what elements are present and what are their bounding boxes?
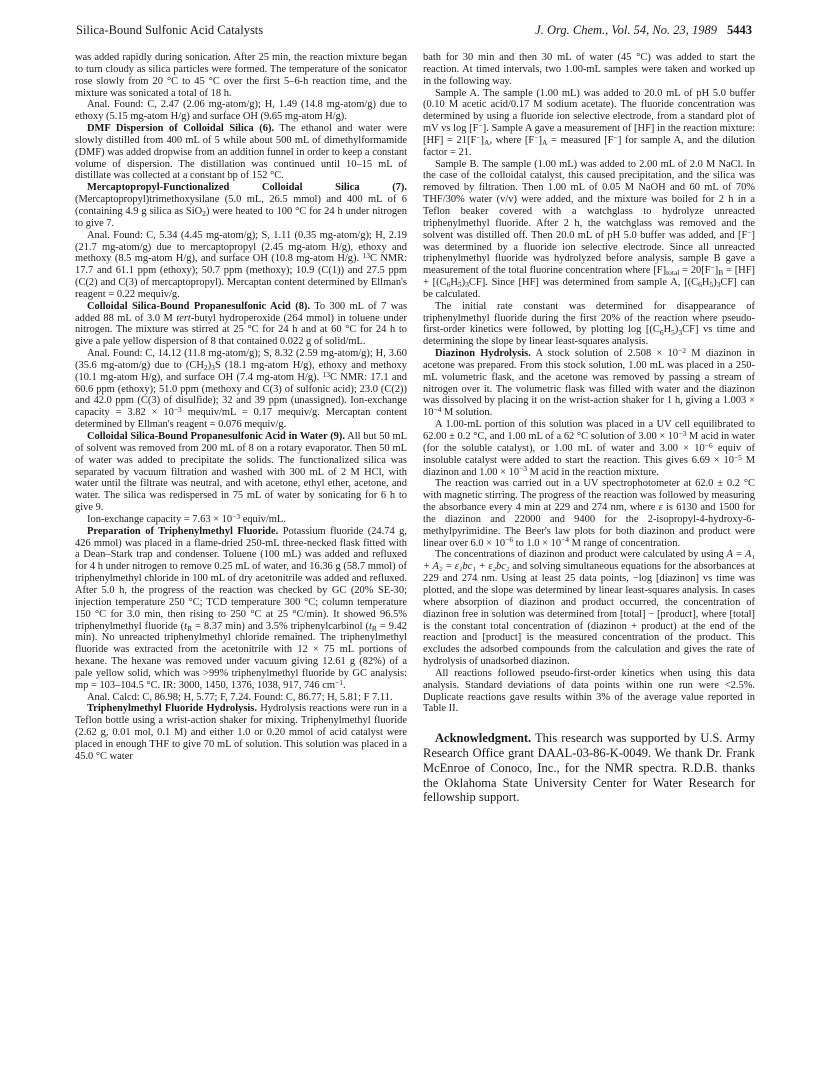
paragraph: Triphenylmethyl Fluoride Hydrolysis. Hydrolysis reactions were run in a Teflon bottle using a wrist-action shaker for mixing. Triphenylmethyl fluoride (2.62 g, 0.01 mol, 0.1 M) and either 1.0 or 0.20 mmol of acid catalyst were placed in enough THF to give 70 mL of solution. This solution was placed in a 45.0 °C water bbox=[75, 703, 407, 762]
running-title: Silica-Bound Sulfonic Acid Catalysts bbox=[76, 23, 264, 37]
paragraph: A 1.00-mL portion of this solution was placed in a UV cell equilibrated to 62.00 ± 0.2 °C, and 1.00 mL of a 62 °C solution of $3.00 \times 10^{-3}$ M acid in water (for the soluble catalyst), or 1.00 mL of water and $3.00 \times 10^{-6}$ equiv of insoluble catalyst were added to start the reaction. This gives $6.69 \times 10^{-5}$ M diazinon and $1.00 \times 10^{-3}$ M acid in the reaction mixture. bbox=[423, 419, 755, 478]
paragraph: The initial rate constant was determined for disappearance of triphenylmethyl fluoride during the first 20% of the reaction where pseudo-first-order kinetics were followed, by plotting $\log [(C_6H_5)_3CF]$ vs time and determining the slope by linear least-squares analysis. bbox=[423, 300, 755, 348]
paragraph: Anal. Found: C, 5.34 (4.45 mg-atom/g); S, 1.11 (0.35 mg-atom/g); H, 2.19 (21.7 mg-atom/g) due to mercaptopropyl (2.45 mg-atom H/g), ethoxy and methoxy (8.5 mg-atom H/g), and surface OH (10.8 mg-atom H/g). $^{13}$C NMR: 17.7 and 61.1 ppm (ethoxy); 50.7 ppm (methoxy); 10.9 (C(1)) and 27.5 ppm (C(2) and C(3) of mercaptopropyl). Mercaptan content determined by Ellman's reagent = 0.22 mequiv/g. bbox=[75, 229, 407, 300]
right-column bbox=[423, 52, 755, 805]
section-heading: Mercaptopropyl-Functionalized Colloidal Silica (7). bbox=[87, 182, 407, 194]
paragraph: bath for 30 min and then 30 mL of water (45 °C) was added to start the reaction. At timed intervals, two 1.00-mL samples were taken and worked up in the following way. bbox=[423, 52, 755, 87]
left-column bbox=[75, 52, 407, 763]
paragraph: Sample B. The sample (1.00 mL) was added to 2.00 mL of 2.0 M NaCl. In the case of the colloidal catalyst, this caused precipitation, and the silica was removed by filtration. Then 1.00 mL of 0.05 M NaOH and 60 mL of 70% THF/30% water (v/v) were added, and the mixture was boiled for 2 h in a Teflon beaker covered with a watchglass to hydrolyze unreacted triphenylmethyl fluoride. After 2 h, the watchglass was removed and the solvent was distilled off. Then 20.0 mL of pH 5.0 buffer was added, and [F−] was determined by a fluoride ion selective electrode. Since all unreacted triphenylmethyl fluoride was hydrolyzed before analysis, sample B gave a measurement of the total fluorine concentration where $[F]_{total} = 20[F^-]_B = [HF] + [(C_6H_5)_3CF]$. Since [HF] was determined from sample A, $[(C_6H_5)_3CF]$ can be calculated. bbox=[423, 158, 755, 300]
section-heading: Triphenylmethyl Fluoride Hydrolysis. bbox=[87, 703, 257, 715]
paragraph: The reaction was carried out in a UV spectrophotometer at 62.0 ± 0.2 °C with magnetic stirring. The progress of the reaction was followed by measuring the absorbance every 4 min at 229 and 274 nm, where ε is 6130 and 1500 for the diazinon and 22000 and 9400 for the 2-isopropyl-4-hydroxy-6-methylpyrimidine. The Beer's law plots for both diazinon and product were linear over $6.0 \times 10^{-6}$ to $1.0 \times 10^{-4}$ M range of concentration. bbox=[423, 478, 755, 549]
paragraph: was added rapidly during sonication. After 25 min, the reaction mixture began to turn cloudy as silica particles were formed. The temperature of the sonicator rose slowly from 20 °C to 45 °C over the first 5–6-h reaction time, and the mixture was sonicated a total of 18 h. bbox=[75, 52, 407, 99]
beer-law-equation: A = A₁ + A₂ = ε₁bc₁ + ε₂bc₂ bbox=[423, 549, 756, 573]
page-number: 5443 bbox=[727, 23, 752, 37]
paragraph: Ion-exchange capacity = $7.63 \times 10^{-3}$ equiv/mL. bbox=[87, 511, 286, 525]
section-heading: Acknowledgment. bbox=[435, 731, 532, 746]
paragraph: Anal. Found: C, 2.47 (2.06 mg-atom/g); H, 1.49 (14.8 mg-atom/g) due to ethoxy (5.15 mg-atom H/g) and surface OH (9.65 mg-atom H/g). bbox=[75, 99, 407, 123]
running-header bbox=[76, 22, 752, 38]
paragraph: Colloidal Silica-Bound Propanesulfonic Acid in Water (9). All but 50 mL of solvent was removed from 200 mL of 8 on a rotary evaporator. Then 50 mL of water was added to precipitate the solids. The functionalized silica was separated by vacuum filtration and washed with 300 mL of 2 M HCl, with water until the filtrate was neutral, and with acetone, ethyl ether, acetone, and water. The silica was redispersed in 75 mL of water by sonicating for 6 h to give 9. bbox=[75, 431, 407, 514]
paragraph: Colloidal Silica-Bound Propanesulfonic Acid (8). To 300 mL of 7 was added 88 mL of 3.0 M tert-butyl hydroperoxide (264 mmol) in toluene under nitrogen. The mixture was stirred at 25 °C for 24 h and at 60 °C for 24 h to give a pale yellow dispersion of 8 that contained 0.022 g of solid/mL. bbox=[75, 300, 408, 348]
section-heading: Preparation of Triphenylmethyl Fluoride. bbox=[87, 525, 279, 537]
paragraph: Diazinon Hydrolysis. A stock solution of $2.508 \times 10^{-2}$ M diazinon in acetone was prepared. From this stock solution, 1.00 mL was placed in a 250-mL volumetric flask, and the acetone was removed by passing a stream of nitrogen over it. The volumetric flask was filled with water and the diazinon was dissolved by placing it on the wrist-action shaker for 1 h, giving a $1.003 \times 10^{-4}$ M solution. bbox=[423, 345, 755, 419]
paragraph: Mercaptopropyl-Functionalized Colloidal Silica (7). (Mercaptopropyl)trimethoxysilane (5.0 mL, 26.5 mmol) and 400 mL of 6 (containing 4.9 g silica as SiO$_2$) were heated to 100 °C for 24 h under nitrogen to give 7. bbox=[75, 182, 408, 229]
paragraph: DMF Dispersion of Colloidal Silica (6). The ethanol and water were slowly distilled from 400 mL of 5 while about 500 mL of dimethylformamide (DMF) was added dropwise from an addition funnel in order to keep a constant volume of dispersion. The distillation was continued until 10–15 mL of distillate was collected at a constant bp of 152 °C. bbox=[75, 123, 407, 182]
acknowledgment-paragraph: Acknowledgment. This research was supported by U.S. Army Research Office grant DAAL-03-86-K-0049. We thank Dr. Frank McEnroe of Conoco, Inc., for the NMR spectra. R.D.B. thanks the Oklahoma State University Center for Water Research for fellowship support. bbox=[423, 731, 755, 805]
paragraph: Preparation of Triphenylmethyl Fluoride. Potassium fluoride (24.74 g, 426 mmol) was placed in a flame-dried 250-mL three-necked flask fitted with a Dean–Stark trap and condenser. Toluene (100 mL) was added and refluxed for 4 h under nitrogen to remove 0.25 mL of water, and 16.36 g (58.7 mmol) of triphenylmethyl chloride in 100 mL of dry acetonitrile was added and refluxed. After 5.0 h, the progress of the reaction was checked by GC (20% SE-30; injection temperature 250 °C; TCD temperature 300 °C; column temperature 150 °C for 3.0 min, then rising to 250 °C at 25 °C/min). It showed 96.5% triphenylmethyl fluoride ($t_R = 8.37$ min) and 3.5% triphenylcarbinol ($t_R = 9.42$ min). No unreacted triphenylmethyl chloride remained. The triphenylmethyl fluoride was extracted from the acetonitrile with 12 × 75 mL portions of hexane. The hexane was removed under vacuum giving 12.61 g (82%) of a pale yellow solid, which was >99% triphenylmethyl fluoride by GC analysis: mp = 103–104.5 °C. IR: 3000, 1450, 1376, 1038, 917, 746 $cm^{-1}$. bbox=[75, 525, 408, 691]
paragraph: Anal. Calcd: C, 86.98; H, 5.77; F, 7.24. Found: C, 86.77; H, 5.81; F 7.11. bbox=[87, 691, 393, 703]
section-heading: Colloidal Silica-Bound Propanesulfonic Acid (8). bbox=[87, 300, 311, 312]
paragraph: The concentrations of diazinon and product were calculated by using A = A₁ + A₂ = ε₁bc₁ + ε₂bc₂ and solving simultaneous equations for the absorbances at 229 and 274 nm. Using at least 25 data points, −log [diazinon] vs time was plotted, and the slope was determined by linear least-squares analysis. In cases where absorption of diazinon and product occurred, the concentration of diazinon free in solution was determined from [total] − [product], where [total] is the constant total concentration of (diazinon + product) at the end of the reaction and [product] is the measured concentration of the product. This excludes the adsorbed compounds from the calculation and gives the rate of hydrolysis of unadsorbed diazinon. bbox=[423, 549, 756, 668]
paragraph: Sample A. The sample (1.00 mL) was added to 20.0 mL of pH 5.0 buffer (0.10 M acetic acid/0.17 M sodium acetate). The fluoride concentration was determined by using a fluoride ion selective electrode, from a standard plot of mV vs log [F−]. Sample A gave a measurement of [HF] in the reaction mixture: $[HF] = 21[F^-]_A$, where $[F^-]_A$ = measured [F−] for sample A, and the dilution factor = 21. bbox=[423, 87, 756, 158]
journal-citation bbox=[535, 22, 752, 38]
section-heading: DMF Dispersion of Colloidal Silica (6). bbox=[87, 123, 275, 135]
journal-name: J. Org. Chem., Vol. 54, No. 23, 1989 bbox=[535, 23, 717, 37]
paragraph: All reactions followed pseudo-first-order kinetics when using this data analysis. Standard deviations of data points within one run were <2.5%. Duplicate reactions gave results within 3% of the average value reported in Table II. bbox=[423, 667, 755, 715]
section-heading: Diazinon Hydrolysis. bbox=[435, 348, 531, 360]
section-heading: Colloidal Silica-Bound Propanesulfonic Acid in Water (9). bbox=[87, 431, 345, 442]
paragraph: Anal. Found: C, 14.12 (11.8 mg-atom/g); S, 8.32 (2.59 mg-atom/g); H, 3.60 (35.6 mg-atom/g) due to $(CH_2)_3S$ (18.1 mg-atom H/g), ethoxy and methoxy (10.1 mg-atom H/g), and surface OH (7.4 mg-atom H/g). $^{13}$C NMR: 17.1 and 60.6 ppm (ethoxy); 51.0 ppm (methoxy and C(3) of sulfonic acid); 23.0 (C(2)) and 42.0 ppm (C(3) of disulfide); 32 and 39 ppm (unassigned). Ion-exchange capacity = $3.82 \times 10^{-3}$ mequiv/mL = 0.17 mequiv/g. Mercaptan content determined by Ellman's reagent = 0.076 mequiv/g. bbox=[75, 348, 408, 431]
